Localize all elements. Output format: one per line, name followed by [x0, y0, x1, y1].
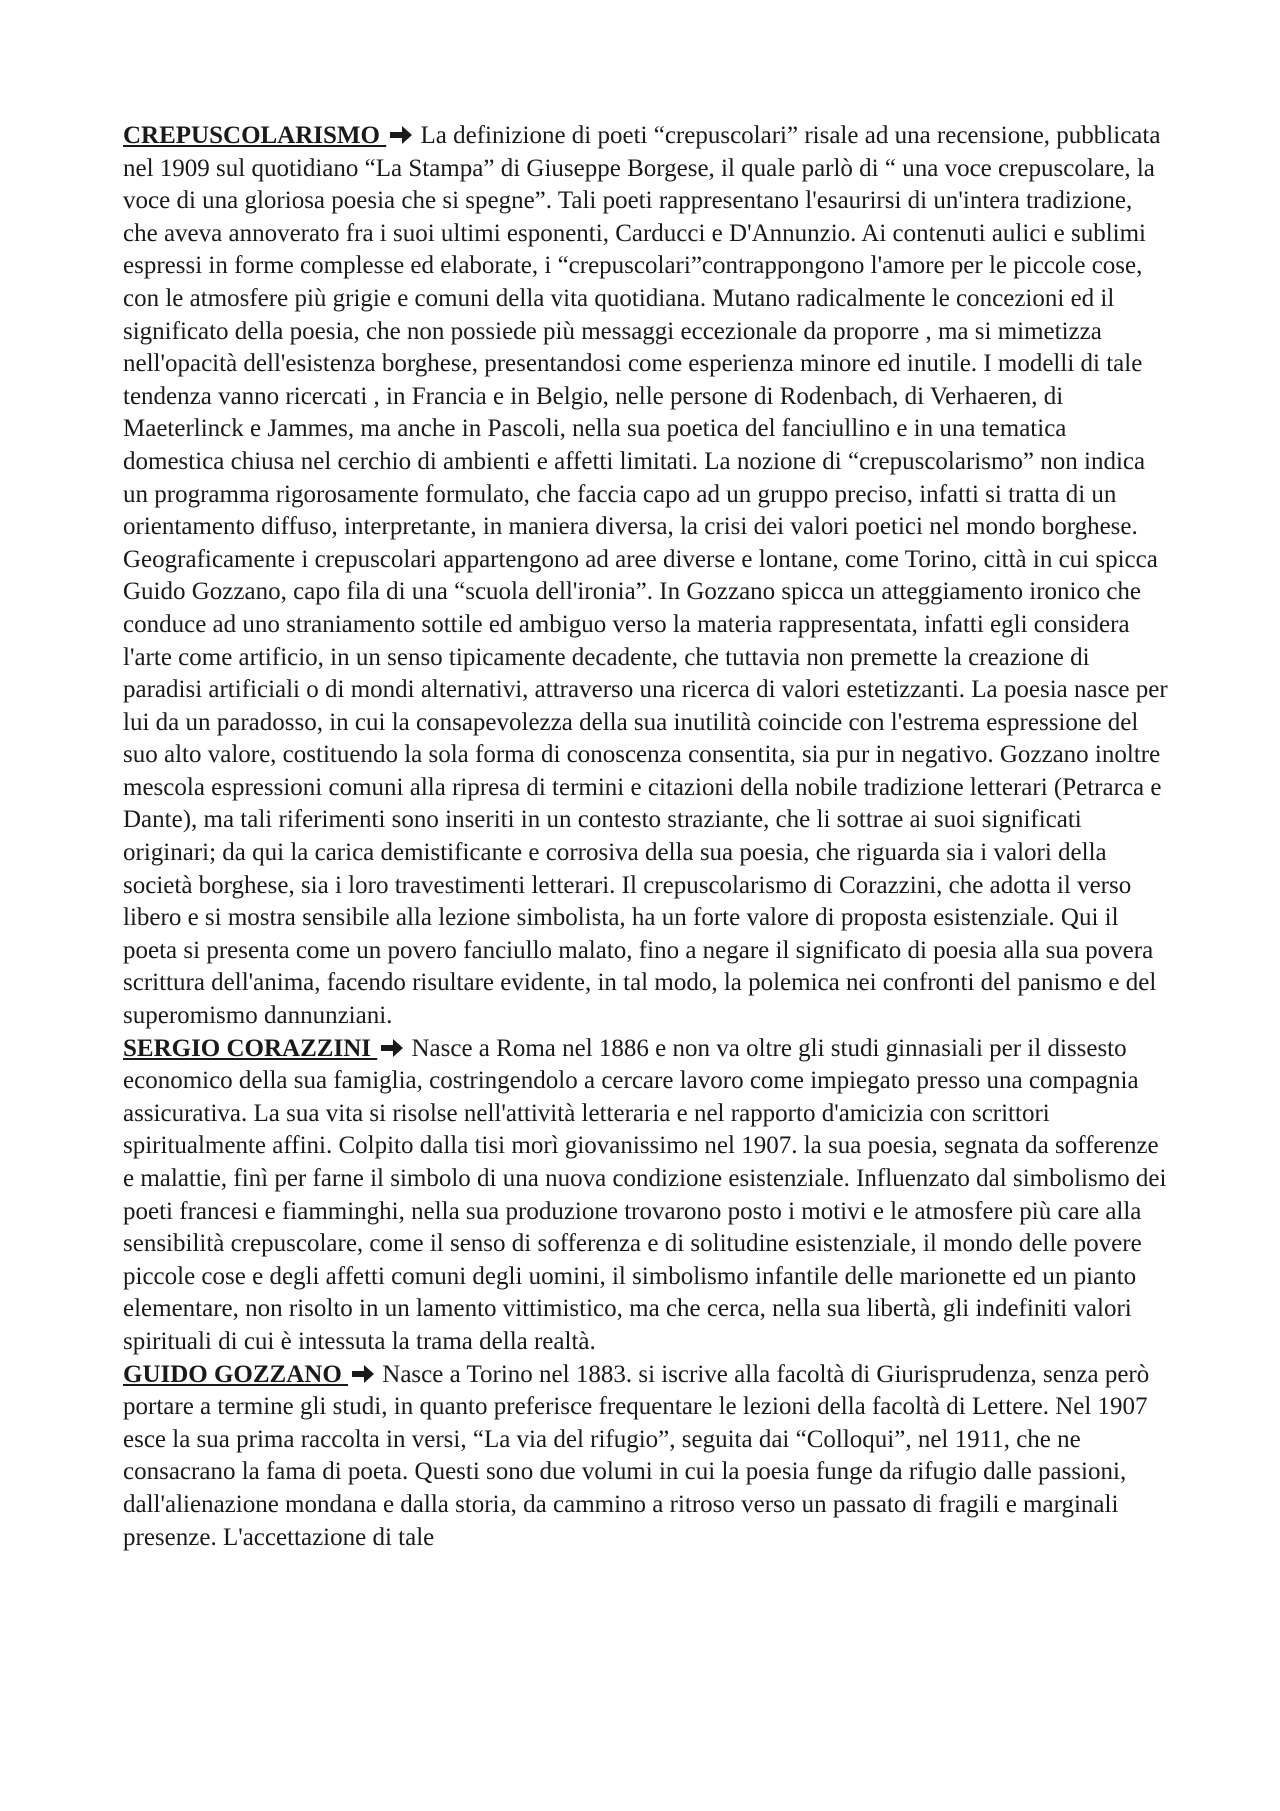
section-heading: CREPUSCOLARISMO	[123, 122, 380, 149]
section-heading-wrap	[123, 122, 414, 149]
section-heading: GUIDO GOZZANO	[123, 1360, 342, 1388]
section-sergio-corazzini	[123, 1033, 1168, 1359]
section-guido-gozzano	[123, 1359, 1168, 1555]
section-heading: SERGIO CORAZZINI	[123, 1034, 371, 1062]
section-crepuscolarismo	[123, 120, 1168, 1033]
right-arrow-icon	[388, 124, 414, 146]
section-body: Nasce a Torino nel 1883. si iscrive alla facoltà di Giurisprudenza, senza però portare a termine gli studi, in quanto preferisce frequentare le lezioni della facoltà di Lettere. Nel 1907 esce la sua prima raccolta in versi, “La via del rifugio”, seguita dai “Colloqui”, nel 1911, che ne consacrano la fama di poeta. Questi sono due volumi in cui la poesia funge da rifugio dalle passioni, dall'alienazione mondana e dalla storia, da cammino a ritroso verso un passato di fragili e marginali presenze. L'accettazione di tale	[123, 1360, 1150, 1551]
right-arrow-icon	[379, 1037, 405, 1059]
section-heading-wrap	[123, 1361, 376, 1388]
right-arrow-icon	[350, 1363, 376, 1385]
section-heading-wrap	[123, 1035, 405, 1062]
document-page	[123, 120, 1168, 1554]
section-body: La definizione di poeti “crepuscolari” risale ad una recensione, pubblicata nel 1909 sul quotidiano “La Stampa” di Giuseppe Borgese, il quale parlò di “ una voce crepuscolare, la voce di una gloriosa poesia che si spegne”. Tali poeti rappresentano l'esaurirsi di un'intera tradizione, che aveva annoverato fra i suoi ultimi esponenti, Carducci e D'Annunzio. Ai contenuti aulici e sublimi espressi in forme complesse ed elaborate, i “crepuscolari”contrappongono l'amore per le piccole cose, con le atmosfere più grigie e comuni della vita quotidiana. Mutano radicalmente le concezioni ed il significato della poesia, che non possiede più messaggi eccezionale da proporre , ma si mimetizza nell'opacità dell'esistenza borghese, presentandosi come esperienza minore ed inutile. I modelli di tale tendenza vanno ricercati , in Francia e in Belgio, nelle persone di Rodenbach, di Verhaeren, di Maeterlinck e Jammes, ma anche in Pascoli, nella sua poetica del fanciullino e in una tematica domestica chiusa nel cerchio di ambienti e affetti limitati. La nozione di “crepuscolarismo” non indica un programma rigorosamente formulato, che faccia capo ad un gruppo preciso, infatti si tratta di un orientamento diffuso, interpretante, in maniera diversa, la crisi dei valori poetici nel mondo borghese. Geograficamente i crepuscolari appartengono ad aree diverse e lontane, come Torino, città in cui spicca Guido Gozzano, capo fila di una “scuola dell'ironia”. In Gozzano spicca un atteggiamento ironico che conduce ad uno straniamento sottile ed ambiguo verso la materia rappresentata, infatti egli considera l'arte come artificio, in un senso tipicamente decadente, che tuttavia non premette la creazione di paradisi artificiali o di mondi alternativi, attraverso una ricerca di valori estetizzanti. La poesia nasce per lui da un paradosso, in cui la consapevolezza della sua inutilità coincide con l'estrema espressione del suo alto valore, costituendo la sola forma di conoscenza consentita, sia pur in negativo. Gozzano inoltre mescola espressioni comuni alla ripresa di termini e citazioni della nobile tradizione letterari (Petrarca e Dante), ma tali riferimenti sono inseriti in un contesto straziante, che li sottrae ai suoi significati originari; da qui la carica demistificante e corrosiva della sua poesia, che riguarda sia i valori della società borghese, sia i loro travestimenti letterari. Il crepuscolarismo di Corazzini, che adotta il verso libero e si mostra sensibile alla lezione simbolista, ha un forte valore di proposta esistenziale. Qui il poeta si presenta come un povero fanciullo malato, fino a negare il significato di poesia alla sua povera scrittura dell'anima, facendo risultare evidente, in tal modo, la polemica nei confronti del panismo e del superomismo dannunziani.	[123, 122, 1168, 1030]
section-body: Nasce a Roma nel 1886 e non va oltre gli studi ginnasiali per il dissesto economico della sua famiglia, costringendolo a cercare lavoro come impiegato presso una compagnia assicurativa. La sua vita si risolse nell'attività letteraria e nel rapporto d'amicizia con scrittori spiritualmente affini. Colpito dalla tisi morì giovanissimo nel 1907. la sua poesia, segnata da sofferenze e malattie, finì per farne il simbolo di una nuova condizione esistenziale. Influenzato dal simbolismo dei poeti francesi e fiamminghi, nella sua produzione trovarono posto i motivi e le atmosfere più care alla sensibilità crepuscolare, come il senso di sofferenza e di solitudine esistenziale, il mondo delle povere piccole cose e degli affetti comuni degli uomini, il simbolismo infantile delle marionette ed un pianto elementare, non risolto in un lamento vittimistico, ma che cerca, nella sua libertà, gli indefiniti valori spirituali di cui è intessuta la trama della realtà.	[123, 1034, 1167, 1355]
